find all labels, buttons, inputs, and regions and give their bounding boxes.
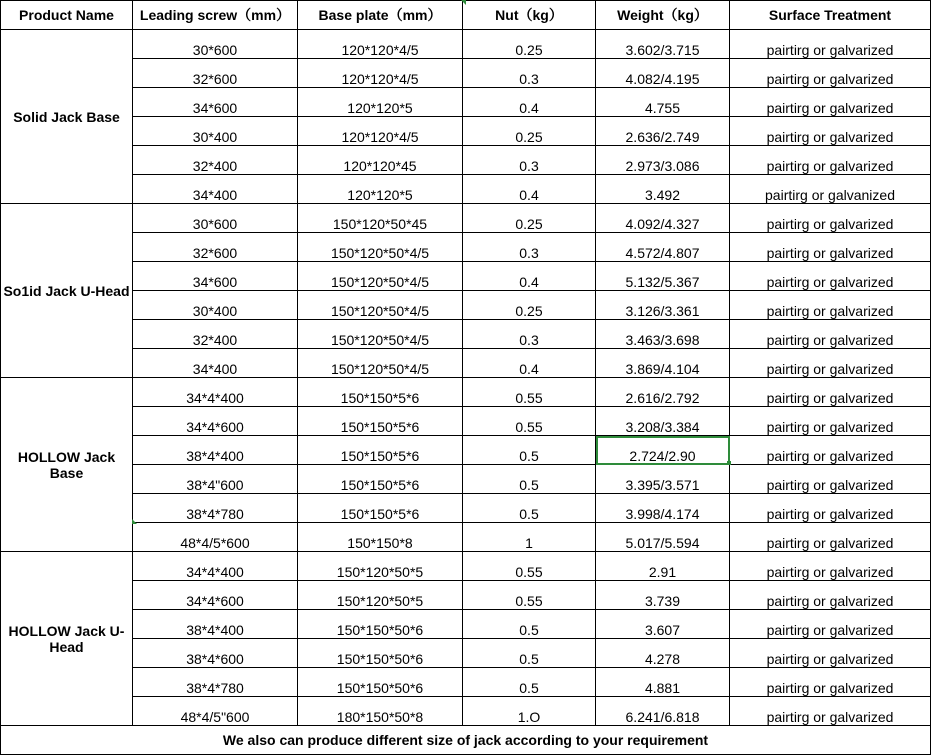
nut-cell[interactable]: 0.55	[463, 581, 596, 610]
surface-treatment-cell[interactable]: pairtirg or galvarized	[730, 552, 931, 581]
header-nut[interactable]: Nut（kg）	[463, 1, 596, 30]
surface-treatment-cell[interactable]: pairtirg or galvanized	[730, 175, 931, 204]
nut-cell[interactable]: 0.4	[463, 88, 596, 117]
leading-screw-cell[interactable]: 30*600	[133, 204, 298, 233]
base-plate-cell[interactable]: 150*150*5*6	[298, 407, 463, 436]
base-plate-cell[interactable]: 120*120*4/5	[298, 59, 463, 88]
nut-cell[interactable]: 0.55	[463, 378, 596, 407]
leading-screw-cell[interactable]: 30*400	[133, 117, 298, 146]
table-row	[1, 59, 931, 88]
surface-treatment-cell[interactable]: pairtirg or galvarized	[730, 697, 931, 726]
base-plate-cell[interactable]: 150*150*50*6	[298, 610, 463, 639]
table-row	[1, 204, 931, 233]
base-plate-cell[interactable]: 120*120*4/5	[298, 30, 463, 59]
base-plate-cell[interactable]: 150*150*5*6	[298, 436, 463, 465]
weight-cell[interactable]: 3.998/4.174	[596, 494, 730, 523]
cell-comment-marker	[461, 0, 466, 5]
nut-cell[interactable]: 0.5	[463, 639, 596, 668]
header-base-plate[interactable]: Base plate（mm）	[298, 1, 463, 30]
nut-cell[interactable]: 0.25	[463, 117, 596, 146]
base-plate-cell[interactable]: 150*120*50*45	[298, 204, 463, 233]
base-plate-cell[interactable]: 120*120*45	[298, 146, 463, 175]
surface-treatment-cell[interactable]: pairtirg or galvarized	[730, 465, 931, 494]
weight-cell[interactable]: 4.881	[596, 668, 730, 697]
nut-cell[interactable]: 0.5	[463, 436, 596, 465]
surface-treatment-cell[interactable]: pairtirg or galvarized	[730, 668, 931, 697]
table-row	[1, 117, 931, 146]
surface-treatment-cell[interactable]: pairtirg or galvarized	[730, 320, 931, 349]
weight-cell[interactable]: 2.616/2.792	[596, 378, 730, 407]
nut-cell[interactable]: 0.4	[463, 262, 596, 291]
nut-cell[interactable]: 0.3	[463, 59, 596, 88]
table-row	[1, 523, 931, 552]
table-row	[1, 697, 931, 726]
surface-treatment-cell[interactable]: pairtirg or galvarized	[730, 204, 931, 233]
surface-treatment-cell[interactable]: pairtirg or galvarized	[730, 581, 931, 610]
leading-screw-cell[interactable]: 38*4*400	[133, 610, 298, 639]
surface-treatment-cell[interactable]: pairtirg or galvarized	[730, 610, 931, 639]
product-name-cell[interactable]: So1id Jack U-Head	[1, 204, 133, 378]
nut-cell[interactable]: 0.4	[463, 175, 596, 204]
header-leading-screw[interactable]: Leading screw（mm）	[133, 1, 298, 30]
table-row	[1, 407, 931, 436]
weight-cell[interactable]: 4.092/4.327	[596, 204, 730, 233]
nut-cell[interactable]: 0.55	[463, 552, 596, 581]
table-row	[1, 146, 931, 175]
nut-cell[interactable]: 0.3	[463, 320, 596, 349]
surface-treatment-cell[interactable]: pairtirg or galvarized	[730, 291, 931, 320]
base-plate-cell[interactable]: 150*120*50*4/5	[298, 320, 463, 349]
nut-cell[interactable]: 0.25	[463, 204, 596, 233]
leading-screw-cell[interactable]: 48*4/5*600	[133, 523, 298, 552]
weight-cell[interactable]: 3.869/4.104	[596, 349, 730, 378]
base-plate-cell[interactable]: 120*120*5	[298, 175, 463, 204]
weight-cell[interactable]: 2.91	[596, 552, 730, 581]
table-row	[1, 30, 931, 59]
header-weight[interactable]: Weight（kg）	[596, 1, 730, 30]
weight-cell[interactable]: 3.395/3.571	[596, 465, 730, 494]
surface-treatment-cell[interactable]: pairtirg or galvarized	[730, 523, 931, 552]
header-surface-treatment[interactable]: Surface Treatment	[730, 1, 931, 30]
leading-screw-cell[interactable]: 34*4*400	[133, 552, 298, 581]
selection-fill-handle[interactable]	[727, 461, 731, 465]
weight-cell[interactable]: 3.208/3.384	[596, 407, 730, 436]
product-name-cell[interactable]: HOLLOW Jack Base	[1, 378, 133, 552]
table-row	[1, 668, 931, 697]
header-product-name[interactable]: Product Name	[1, 1, 133, 30]
leading-screw-cell[interactable]: 32*400	[133, 146, 298, 175]
table-row	[1, 610, 931, 639]
nut-cell[interactable]: 0.25	[463, 291, 596, 320]
leading-screw-cell[interactable]: 32*600	[133, 233, 298, 262]
surface-treatment-cell[interactable]: pairtirg or galvarized	[730, 262, 931, 291]
base-plate-cell[interactable]: 180*150*50*8	[298, 697, 463, 726]
nut-cell[interactable]: 0.5	[463, 668, 596, 697]
base-plate-cell[interactable]: 150*150*50*6	[298, 668, 463, 697]
weight-cell[interactable]: 4.082/4.195	[596, 59, 730, 88]
base-plate-cell[interactable]: 150*150*5*6	[298, 494, 463, 523]
leading-screw-cell[interactable]: 38*4*780	[133, 494, 298, 523]
cell-error-marker	[132, 519, 137, 524]
leading-screw-cell[interactable]: 34*4*600	[133, 407, 298, 436]
leading-screw-cell[interactable]: 34*600	[133, 88, 298, 117]
footer-row	[1, 726, 931, 755]
weight-cell[interactable]: 2.636/2.749	[596, 117, 730, 146]
base-plate-cell[interactable]: 120*120*5	[298, 88, 463, 117]
base-plate-cell[interactable]: 150*120*50*4/5	[298, 349, 463, 378]
leading-screw-cell[interactable]: 38*4"600	[133, 465, 298, 494]
table-row	[1, 262, 931, 291]
weight-cell[interactable]: 5.132/5.367	[596, 262, 730, 291]
surface-treatment-cell[interactable]: pairtirg or galvarized	[730, 407, 931, 436]
nut-cell[interactable]: 0.25	[463, 30, 596, 59]
base-plate-cell[interactable]: 150*120*50*4/5	[298, 233, 463, 262]
leading-screw-cell[interactable]: 38*4*600	[133, 639, 298, 668]
base-plate-cell[interactable]: 120*120*4/5	[298, 117, 463, 146]
surface-treatment-cell[interactable]: pairtirg or galvarized	[730, 436, 931, 465]
leading-screw-cell[interactable]: 30*600	[133, 30, 298, 59]
base-plate-cell[interactable]: 150*150*50*6	[298, 639, 463, 668]
table-row	[1, 175, 931, 204]
base-plate-cell[interactable]: 150*120*50*4/5	[298, 291, 463, 320]
product-name-cell[interactable]: Solid Jack Base	[1, 30, 133, 204]
weight-cell[interactable]: 6.241/6.818	[596, 697, 730, 726]
leading-screw-cell[interactable]: 30*400	[133, 291, 298, 320]
nut-cell[interactable]: 1	[463, 523, 596, 552]
nut-cell[interactable]: 0.5	[463, 465, 596, 494]
surface-treatment-cell[interactable]: pairtirg or galvarized	[730, 494, 931, 523]
table-row	[1, 436, 931, 465]
table-row	[1, 88, 931, 117]
leading-screw-cell[interactable]: 34*4*400	[133, 378, 298, 407]
leading-screw-cell[interactable]: 48*4/5"600	[133, 697, 298, 726]
table-row	[1, 552, 931, 581]
nut-cell[interactable]: 0.5	[463, 494, 596, 523]
leading-screw-cell[interactable]: 34*600	[133, 262, 298, 291]
surface-treatment-cell[interactable]: pairtirg or galvarized	[730, 378, 931, 407]
weight-cell[interactable]: 5.017/5.594	[596, 523, 730, 552]
table-row	[1, 494, 931, 523]
surface-treatment-cell[interactable]: pairtirg or galvarized	[730, 59, 931, 88]
leading-screw-cell[interactable]: 34*400	[133, 175, 298, 204]
surface-treatment-cell[interactable]: pairtirg or galvarized	[730, 146, 931, 175]
weight-cell[interactable]: 3.126/3.361	[596, 291, 730, 320]
nut-cell[interactable]: 0.4	[463, 349, 596, 378]
leading-screw-cell[interactable]: 34*4*600	[133, 581, 298, 610]
weight-cell[interactable]: 4.755	[596, 88, 730, 117]
table-row	[1, 581, 931, 610]
base-plate-cell[interactable]: 150*120*50*5	[298, 552, 463, 581]
nut-cell[interactable]: 0.5	[463, 610, 596, 639]
weight-cell[interactable]: 2.724/2.90	[596, 436, 730, 465]
nut-cell[interactable]: 0.55	[463, 407, 596, 436]
nut-cell[interactable]: 0.3	[463, 146, 596, 175]
base-plate-cell[interactable]: 150*150*5*6	[298, 465, 463, 494]
weight-cell[interactable]: 3.607	[596, 610, 730, 639]
weight-cell[interactable]: 3.492	[596, 175, 730, 204]
table-body	[1, 30, 931, 726]
product-name-cell[interactable]: HOLLOW Jack U-Head	[1, 552, 133, 726]
base-plate-cell[interactable]: 150*120*50*4/5	[298, 262, 463, 291]
base-plate-cell[interactable]: 150*150*5*6	[298, 378, 463, 407]
footer-note[interactable]: We also can produce different size of jack according to your requirement	[1, 726, 931, 755]
leading-screw-cell[interactable]: 32*400	[133, 320, 298, 349]
table-row	[1, 639, 931, 668]
weight-cell[interactable]: 4.278	[596, 639, 730, 668]
table-row	[1, 291, 931, 320]
leading-screw-cell[interactable]: 38*4*780	[133, 668, 298, 697]
table-row	[1, 320, 931, 349]
surface-treatment-cell[interactable]: pairtirg or galvarized	[730, 88, 931, 117]
weight-cell[interactable]: 4.572/4.807	[596, 233, 730, 262]
nut-cell[interactable]: 1.O	[463, 697, 596, 726]
weight-cell[interactable]: 3.602/3.715	[596, 30, 730, 59]
surface-treatment-cell[interactable]: pairtirg or galvarized	[730, 30, 931, 59]
table-row	[1, 378, 931, 407]
base-plate-cell[interactable]: 150*150*8	[298, 523, 463, 552]
leading-screw-cell[interactable]: 34*400	[133, 349, 298, 378]
surface-treatment-cell[interactable]: pairtirg or galvarized	[730, 639, 931, 668]
base-plate-cell[interactable]: 150*120*50*5	[298, 581, 463, 610]
leading-screw-cell[interactable]: 38*4*400	[133, 436, 298, 465]
table-row	[1, 233, 931, 262]
surface-treatment-cell[interactable]: pairtirg or galvarized	[730, 117, 931, 146]
weight-cell[interactable]: 2.973/3.086	[596, 146, 730, 175]
surface-treatment-cell[interactable]: pairtirg or galvarized	[730, 349, 931, 378]
table-row	[1, 349, 931, 378]
weight-cell[interactable]: 3.463/3.698	[596, 320, 730, 349]
table-row	[1, 465, 931, 494]
weight-cell[interactable]: 3.739	[596, 581, 730, 610]
leading-screw-cell[interactable]: 32*600	[133, 59, 298, 88]
nut-cell[interactable]: 0.3	[463, 233, 596, 262]
surface-treatment-cell[interactable]: pairtirg or galvarized	[730, 233, 931, 262]
